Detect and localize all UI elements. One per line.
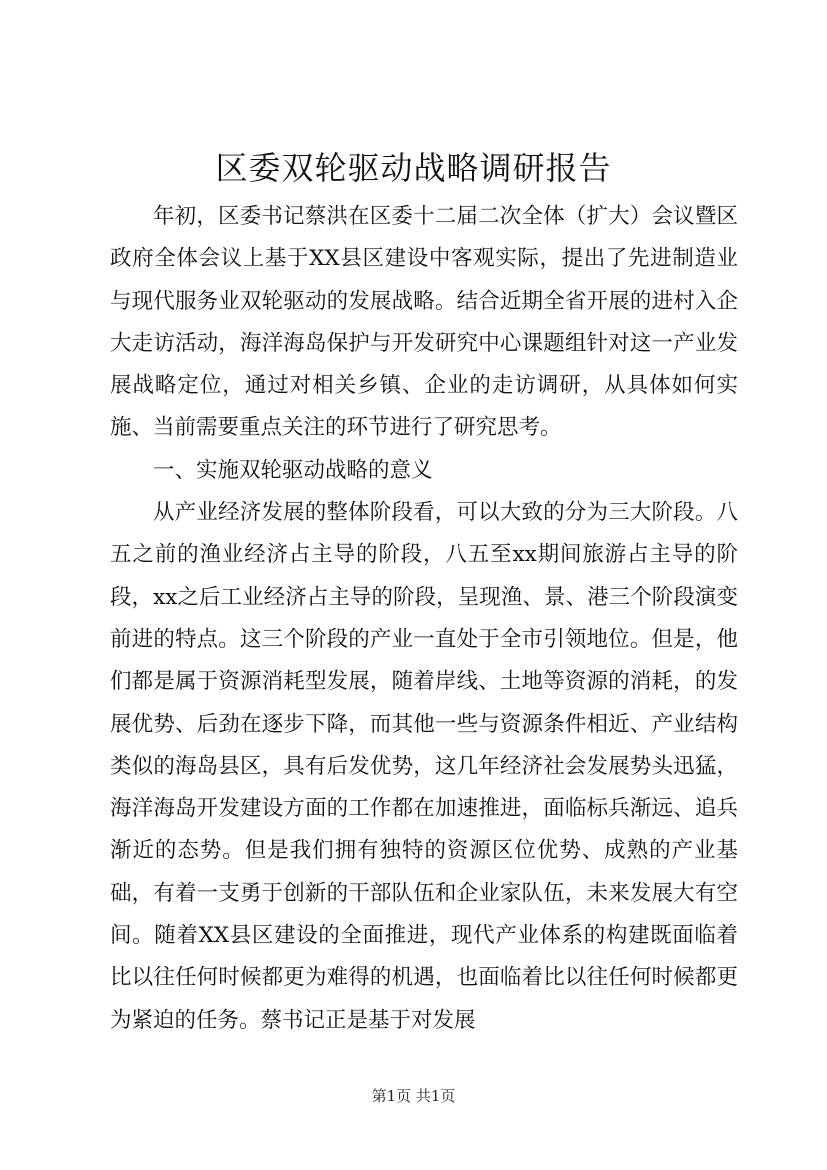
section-paragraph: 从产业经济发展的整体阶段看，可以大致的分为三大阶段。八五之前的渔业经济占主导的阶段，八五至xx期间旅游占主导的阶段，xx之后工业经济占主导的阶段，呈现渔、景、港三个阶段演变前进的特点。这三个阶段的产业一直处于全市引领地位。但是，他们都是属于资源消耗型发展，随着岸线、土地等资源的消耗，的发展优势、后劲在逐步下降，而其他一些与资源条件相近、产业结构类似的海岛县区，具有后发优势，这几年经济社会发展势头迅猛，海洋海岛开发建设方面的工作都在加速推进，面临标兵渐远、追兵渐近的态势。但是我们拥有独特的资源区位优势、成熟的产业基础，有着一支勇于创新的干部队伍和企业家队伍，未来发展大有空间。随着XX县区建设的全面推进，现代产业体系的构建既面临着比以往任何时候都更为难得的机遇，也面临着比以往任何时候都更为紧迫的任务。蔡书记正是基于对发展 xyxy=(110,500,738,1033)
section-heading: 一、实施双轮驱动战略的意义 xyxy=(153,457,433,483)
intro-paragraph: 年初，区委书记蔡洪在区委十二届二次全体（扩大）会议暨区政府全体会议上基于XX县区建设中客观实际，提出了先进制造业与现代服务业双轮驱动的发展战略。结合近期全省开展的进村入企大走访活动，海洋海岛保护与开发研究中心课题组针对这一产业发展战略定位，通过对相关乡镇、企业的走访调研，从具体如何实施、当前需要重点关注的环节进行了研究思考。 xyxy=(110,204,738,441)
document-body xyxy=(110,196,738,1042)
page-footer: 第1页 共1页 xyxy=(371,1087,456,1105)
document-title: 区委双轮驱动战略调研报告 xyxy=(215,149,612,187)
